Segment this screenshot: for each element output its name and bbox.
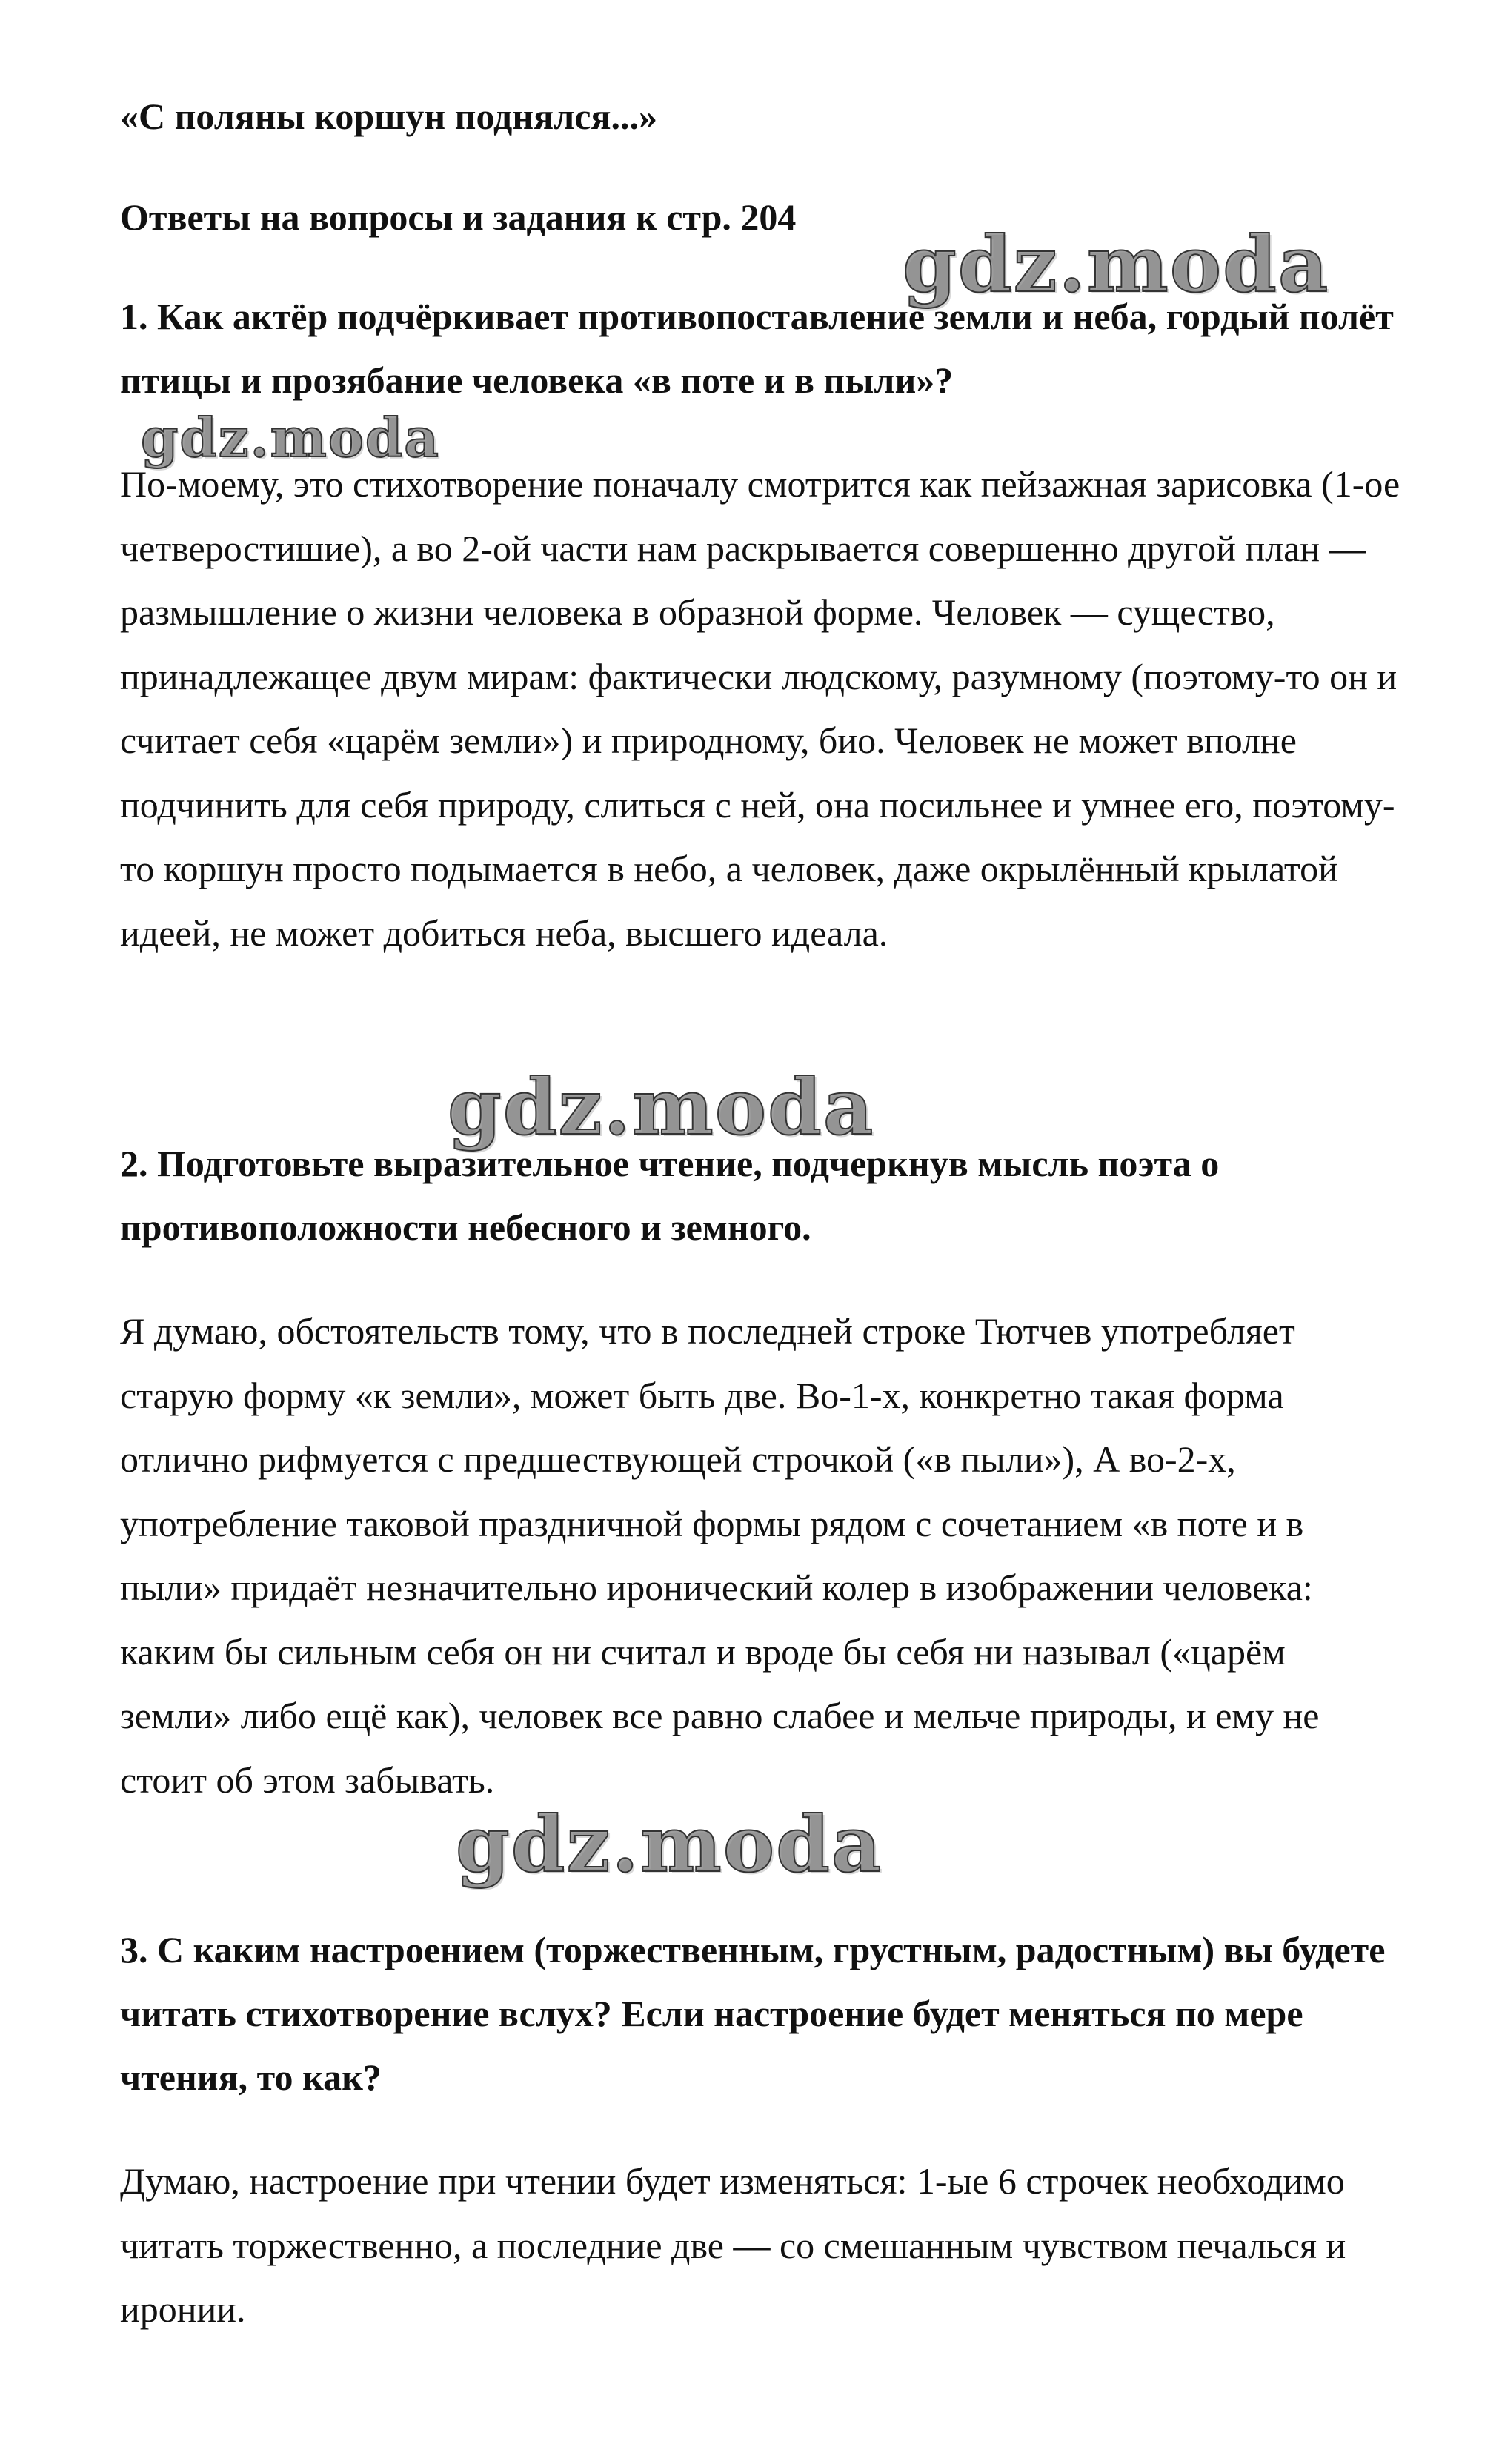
- watermark-logo: gdz.moda: [903, 219, 1330, 310]
- question-1: 1. Как актёр подчёркивает противопоставление земли и неба, гордый полёт птицы и прозябание человека «в поте и в пыли»?: [120, 296, 1394, 401]
- question-2: 2. Подготовьте выразительное чтение, подчеркнув мысль поэта о противоположности небесного и земного.: [120, 1143, 1220, 1248]
- answer-2: Я думаю, обстоятельств тому, что в последней строке Тютчев употребляет старую форму «к земли», может быть две. Во-1-х, конкретно такая форма отлично рифмуется с предшествующей строчкой («в пыли»), А во-2-х, употребление таковой праздничной формы рядом с сочетанием «в поте и в пыли» придаёт незначительно иронический колер в изображении человека: каким бы сильным себя он ни считал и вроде бы себя ни называл («царём земли» либо ещё как), человек все равно слабее и мельче природы, и ему не стоит об этом забывать.: [120, 1310, 1320, 1801]
- document-subtitle: Ответы на вопросы и задания к стр. 204: [120, 196, 797, 238]
- question-3: 3. С каким настроением (торжественным, грустным, радостным) вы будете читать стихотворение вслух? Если настроение будет меняться по мере чтения, то как?: [120, 1929, 1386, 2098]
- answer-1: По-моему, это стихотворение поначалу смотрится как пейзажная зарисовка (1-ое четверостишие), а во 2-ой части нам раскрывается совершенно другой план — размышление о жизни человека в образной форме. Человек — существо, принадлежащее двум мирам: фактически людскому, разумному (поэтому-то он и считает себя «царём земли») и природному, био. Человек не может вполне подчинить для себя природу, слиться с ней, она посильнее и умнее его, поэтому-то коршун просто подымается в небо, а человек, даже окрылённый крылатой идеей, не может добиться неба, высшего идеала.: [120, 463, 1400, 954]
- watermark-logo: gdz.moda: [456, 1799, 883, 1890]
- answer-3: Думаю, настроение при чтении будет изменяться: 1-ые 6 строчек необходимо читать торжественно, а последние две — со смешанным чувством печалься и иронии.: [120, 2160, 1346, 2330]
- document-title: «С поляны коршун поднялся...»: [120, 96, 657, 137]
- watermark-logo: gdz.moda: [448, 1061, 875, 1152]
- watermark-logo: gdz.moda: [141, 406, 440, 469]
